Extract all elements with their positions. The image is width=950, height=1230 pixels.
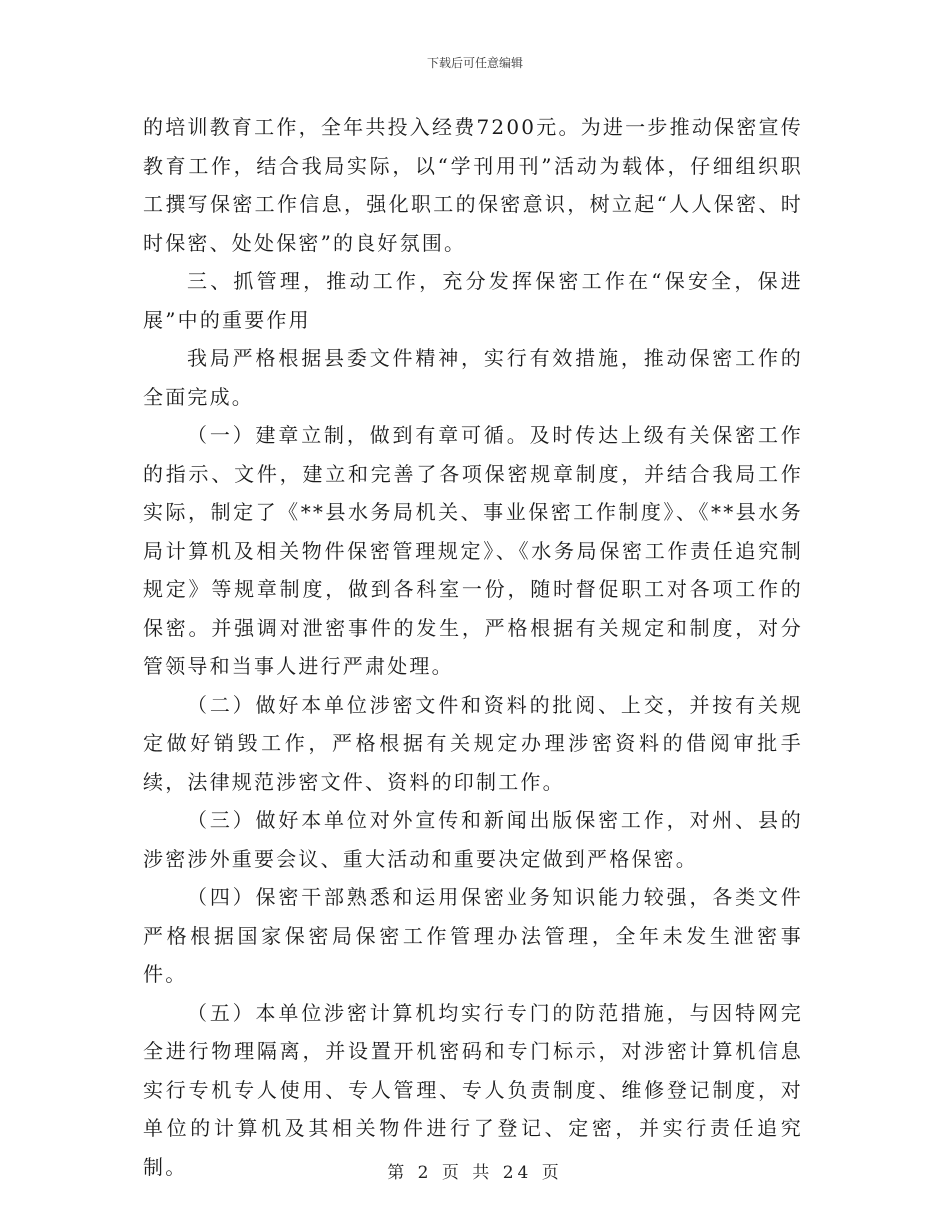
paragraph-item-four: （四）保密干部熟悉和运用保密业务知识能力较强，各类文件严格根据国家保密局保密工作管理办法管理，全年未发生泄密事件。: [143, 885, 803, 986]
paragraph-training-continuation: 的培训教育工作，全年共投入经费7200元。为进一步推动保密宣传教育工作，结合我局实际，以“学刊用刊”活动为载体，仔细组织职工撰写保密工作信息，强化职工的保密意识，树立起“人人保密、时时保密、处处保密”的良好氛围。: [143, 115, 803, 255]
download-note: 下载后可任意编辑: [426, 56, 523, 70]
paragraph-item-one: （一）建章立制，做到有章可循。及时传达上级有关保密工作的指示、文件，建立和完善了各项保密规章制度，并结合我局工作实际，制定了《**县水务局机关、事业保密工作制度》、《**县水务局计算机及相关物件保密管理规定》、《水务局保密工作责任追究制规定》等规章制度，做到各科室一份，随时督促职工对各项工作的保密。并强调对泄密事件的发生，严格根据有关规定和制度，对分管领导和当事人进行严肃处理。: [143, 423, 803, 678]
paragraph-item-three: （三）做好本单位对外宣传和新闻出版保密工作，对州、县的涉密涉外重要会议、重大活动和重要决定做到严格保密。: [143, 808, 803, 871]
page-number: 第 2 页 共 24 页: [387, 1163, 563, 1183]
paragraph-item-five: （五）本单位涉密计算机均实行专门的防范措施，与因特网完全进行物理隔离，并设置开机密码和专门标示，对涉密计算机信息实行专机专人使用、专人管理、专人负责制度、维修登记制度，对单位的计算机及其相关物件进行了登记、定密，并实行责任追究制。: [143, 1000, 803, 1179]
paragraph-intro: 我局严格根据县委文件精神，实行有效措施，推动保密工作的全面完成。: [143, 346, 803, 409]
document-body: [143, 108, 803, 1186]
section-heading-three: 三、抓管理，推动工作，充分发挥保密工作在“保安全，保进展”中的重要作用: [143, 269, 803, 332]
paragraph-item-two: （二）做好本单位涉密文件和资料的批阅、上交，并按有关规定做好销毁工作，严格根据有关规定办理涉密资料的借阅审批手续，法律规范涉密文件、资料的印制工作。: [143, 692, 803, 794]
